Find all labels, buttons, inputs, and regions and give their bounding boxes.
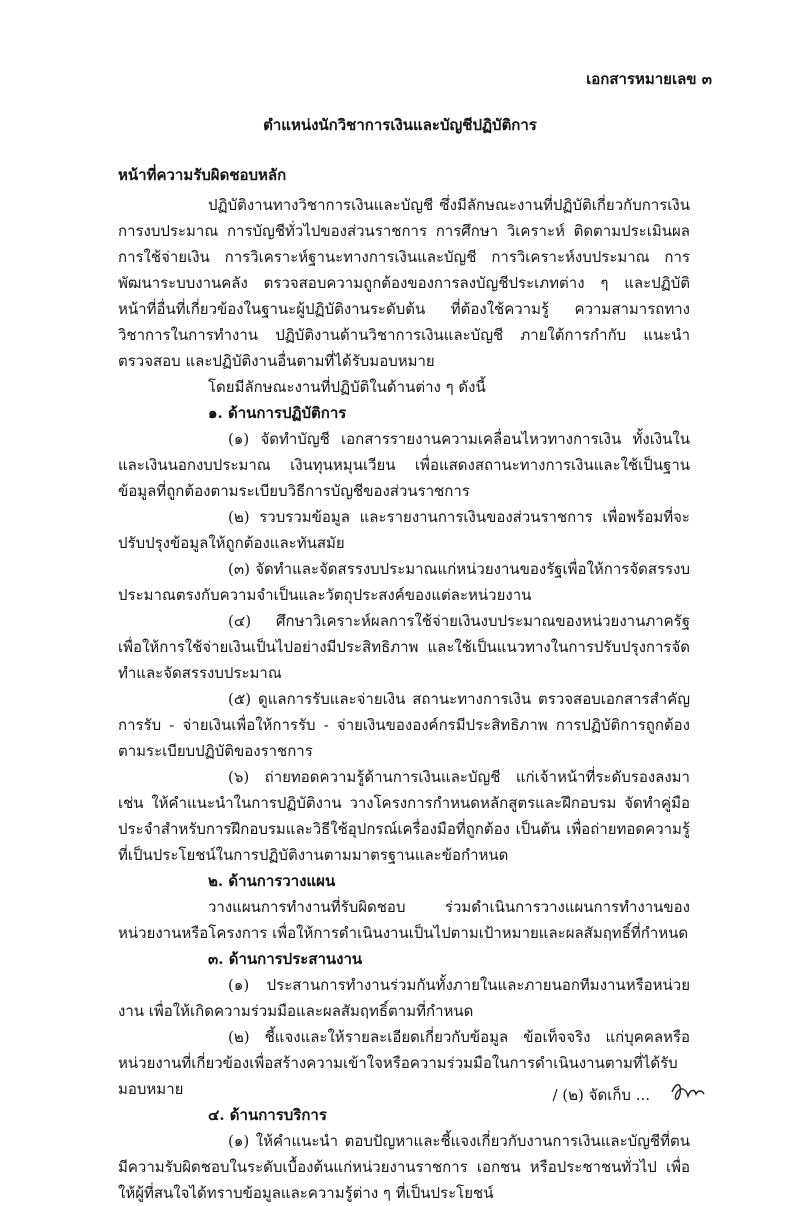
section-title-service: ๔. ด้านการบริการ: [208, 1106, 327, 1124]
document-body: [118, 192, 690, 1206]
intro-paragraph: ปฏิบัติงานทางวิชาการเงินและบัญชี ซึ่งมีลักษณะงานที่ปฏิบัติเกี่ยวกับการเงิน การงบประมาณ การบัญชีทั่วไปของส่วนราชการ การศึกษา วิเคราะห์ ติดตามประเมินผล การใช้จ่ายเงิน การวิเคราะห์ฐานะทางการเงินและบัญชี การวิเคราะห์งบประมาณ การพัฒนาระบบงานคลัง ตรวจสอบความถูกต้องของการลงบัญชีประเภทต่าง ๆ และปฏิบัติหน้าที่อื่นที่เกี่ยวข้องในฐานะผู้ปฏิบัติงานระดับต้น ที่ต้องใช้ความรู้ ความสามารถทางวิชาการในการทำงาน ปฏิบัติงานด้านวิชาการเงินและบัญชี ภายใต้การกำกับ แนะนำ ตรวจสอบ และปฏิบัติงานอื่นตามที่ได้รับมอบหมาย: [118, 196, 690, 370]
document-title: ตำแหน่งนักวิชาการเงินและบัญชีปฏิบัติการ: [263, 116, 537, 134]
operations-item-4: (๔) ศึกษาวิเคราะห์ผลการใช้จ่ายเงินงบประมาณของหน่วยงานภาครัฐ เพื่อให้การใช้จ่ายเงินเป็นไปอย่างมีประสิทธิภาพ และใช้เป็นแนวทางในการปรับปรุงการจัดทำและจัดสรรงบประมาณ: [118, 612, 690, 682]
operations-item-5: (๕) ดูแลการรับและจ่ายเงิน สถานะทางการเงิน ตรวจสอบเอกสารสำคัญการรับ - จ่ายเงินเพื่อให้การรับ - จ่ายเงินขององค์กรมีประสิทธิภาพ การปฏิบัติการถูกต้องตามระเบียบปฏิบัติของราชการ: [118, 690, 690, 760]
coordination-item-2: (๒) ชี้แจงและให้รายละเอียดเกี่ยวกับข้อมูล ข้อเท็จจริง แก่บุคคลหรือหน่วยงานที่เกี่ยวข้องเพื่อสร้างความเข้าใจหรือความร่วมมือในการดำเนินงานตามที่ได้รับมอบหมาย: [118, 1028, 690, 1098]
section-title-operations: ๑. ด้านการปฏิบัติการ: [208, 404, 347, 422]
planning-item-1: วางแผนการทำงานที่รับผิดชอบ ร่วมดำเนินการวางแผนการทำงานของหน่วยงานหรือโครงการ เพื่อให้การดำเนินงานเป็นไปตามเป้าหมายและผลสัมฤทธิ์ที่กำหนด: [118, 898, 690, 942]
document-number: เอกสารหมายเลข ๓: [586, 70, 712, 88]
lead-line: โดยมีลักษณะงานที่ปฏิบัติในด้านต่าง ๆ ดังนี้: [208, 378, 486, 396]
operations-item-2: (๒) รวบรวมข้อมูล และรายงานการเงินของส่วนราชการ เพื่อพร้อมที่จะปรับปรุงข้อมูลให้ถูกต้องและทันสมัย: [118, 508, 690, 552]
operations-item-6: (๖) ถ่ายทอดความรู้ด้านการเงินและบัญชี แก่เจ้าหน้าที่ระดับรองลงมา เช่น ให้คำแนะนำในการปฏิบัติงาน วางโครงการกำหนดหลักสูตรและฝึกอบรม จัดทำคู่มือประจำสำหรับการฝึกอบรมและวิธีใช้อุปกรณ์เครื่องมือที่ถูกต้อง เป็นต้น เพื่อถ่ายทอดความรู้ที่เป็นประโยชน์ในการปฏิบัติงานตามมาตรฐานและข้อกำหนด: [118, 768, 690, 864]
operations-item-1: (๑) จัดทำบัญชี เอกสารรายงานความเคลื่อนไหวทางการเงิน ทั้งเงินในและเงินนอกงบประมาณ เงินทุนหมุนเวียน เพื่อแสดงสถานะทางการเงินและใช้เป็นฐานข้อมูลที่ถูกต้องตามระเบียบวิธีการบัญชีของส่วนราชการ: [118, 430, 690, 500]
operations-item-3: (๓) จัดทำและจัดสรรงบประมาณแก่หน่วยงานของรัฐเพื่อให้การจัดสรรงบประมาณตรงกับความจำเป็นและวัตถุประสงค์ของแต่ละหน่วยงาน: [118, 560, 690, 604]
section-heading: หน้าที่ความรับผิดชอบหลัก: [118, 166, 287, 184]
service-item-1: (๑) ให้คำแนะนำ ตอบปัญหาและชี้แจงเกี่ยวกับงานการเงินและบัญชีที่ตนมีความรับผิดชอบในระดับเบื้องต้นแก่หน่วยงานราชการ เอกชน หรือประชาชนทั่วไป เพื่อให้ผู้ที่สนใจได้ทราบข้อมูลและความรู้ต่าง ๆ ที่เป็นประโยชน์: [118, 1132, 690, 1202]
coordination-item-1: (๑) ประสานการทำงานร่วมกันทั้งภายในและภายนอกทีมงานหรือหน่วยงาน เพื่อให้เกิดความร่วมมือและผลสัมฤทธิ์ตามที่กำหนด: [118, 976, 690, 1020]
page-continuation: / (๒) จัดเก็บ ...: [552, 1086, 650, 1104]
section-title-coordination: ๓. ด้านการประสานงาน: [208, 950, 363, 968]
section-title-planning: ๒. ด้านการวางแผน: [208, 872, 336, 890]
initials-signature: [668, 1076, 708, 1106]
